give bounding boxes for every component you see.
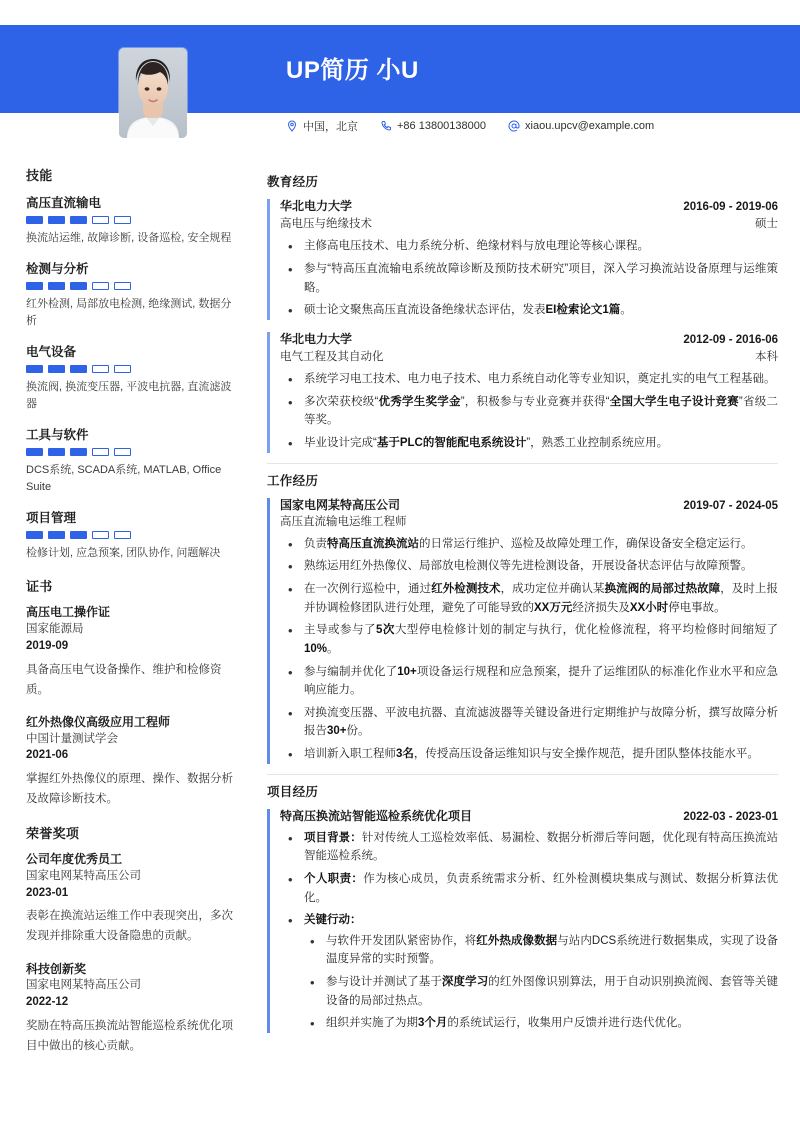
- work-entry: [267, 496, 778, 764]
- education-bullet: • 主修高电压技术、电力系统分析、绝缘材料与放电理论等核心课程。: [280, 237, 778, 256]
- contact-email-text: xiaou.upcv@example.com: [525, 120, 655, 132]
- skill-level-segment: [26, 282, 43, 290]
- award-item-name: 公司年度优秀员工: [26, 852, 123, 867]
- contact-location-text: 中国，北京: [303, 121, 358, 133]
- work-section: [267, 463, 778, 764]
- skill-name: 检测与分析: [26, 262, 89, 277]
- skill-level-segment: [48, 531, 65, 539]
- skills-section-title: 技能: [26, 168, 53, 183]
- skills-section: [26, 165, 236, 562]
- page-title: UP简历 小U: [286, 57, 419, 84]
- work-role: 高压直流输电运维工程师: [280, 515, 407, 528]
- award-item-name: 科技创新奖: [26, 961, 87, 976]
- skill-name: 工具与软件: [26, 428, 89, 443]
- skill-description: 检修计划, 应急预案, 团队协作, 问题解决: [26, 547, 221, 560]
- work-bullet: • 参与编制并优化了10+项设备运行规程和应急预案，提升了运维团队的标准化作业水平和应急响应能力。: [280, 663, 778, 700]
- avatar: [119, 48, 187, 138]
- education-bullet: • 参与“特高压直流输电系统故障诊断及预防技术研究”项目，深入学习换流站设备原理与运维策略。: [280, 260, 778, 297]
- education-bullet: • 硕士论文聚焦高压直流设备绝缘状态评估，发表EI检索论文1篇。: [280, 301, 778, 320]
- project-entry: [267, 807, 778, 1033]
- body-columns: [0, 155, 800, 1070]
- education-date: 2016-09 - 2019-06: [683, 201, 778, 213]
- skill-level-segment: [92, 531, 109, 539]
- skill-item: [26, 508, 236, 562]
- skill-level-meter: [26, 365, 236, 373]
- work-bullet: • 培训新入职工程师3名，传授高压设备运维知识与安全操作规范，提升团队整体技能水平。: [280, 745, 778, 764]
- education-school: 华北电力大学: [280, 331, 353, 346]
- skill-level-segment: [70, 365, 87, 373]
- awards-section: [26, 823, 236, 1056]
- work-bullet: • 对换流变压器、平波电抗器、直流滤波器等关键设备进行定期维护与故障分析，撰写故障分析报告30+份。: [280, 704, 778, 741]
- project-bullets: [280, 829, 778, 1033]
- project-subbullet: • 组织并实施了为期3个月的系统试运行，收集用户反馈并进行迭代优化。: [304, 1014, 778, 1033]
- skill-level-segment: [48, 448, 65, 456]
- skill-level-segment: [48, 216, 65, 224]
- skill-level-segment: [70, 448, 87, 456]
- skill-item: [26, 259, 236, 330]
- education-degree: 本科: [755, 350, 778, 363]
- cert-item-name: 高压电工操作证: [26, 605, 111, 620]
- skill-level-segment: [70, 216, 87, 224]
- contact-location: [286, 118, 358, 134]
- project-section-title: 项目经历: [267, 774, 778, 800]
- skill-level-segment: [70, 531, 87, 539]
- skill-level-meter: [26, 282, 236, 290]
- skill-level-segment: [26, 448, 43, 456]
- cert-item-name: 红外热像仪高级应用工程师: [26, 714, 171, 729]
- education-entry: [267, 330, 778, 453]
- skill-level-segment: [48, 365, 65, 373]
- skill-item: [26, 342, 236, 413]
- skill-level-segment: [48, 282, 65, 290]
- sidebar: [0, 155, 262, 1070]
- contact-email: [508, 120, 654, 132]
- skill-description: 红外检测, 局部放电检测, 绝缘测试, 数据分析: [26, 298, 232, 328]
- education-bullet: • 多次荣获校级“优秀学生奖学金”，积极参与专业竞赛并获得“全国大学生电子设计竞赛”省级二等奖。: [280, 393, 778, 430]
- education-major: 高电压与绝缘技术: [280, 218, 372, 230]
- education-bullets: [280, 237, 778, 320]
- award-item: [26, 961, 236, 1056]
- skill-level-segment: [114, 448, 131, 456]
- location-pin-icon: [286, 120, 298, 132]
- project-bullet: • 个人职责：作为核心成员，负责系统需求分析、红外检测模块集成与测试、数据分析算法优化。: [280, 870, 778, 907]
- contact-phone-text: +86 13800138000: [397, 120, 487, 132]
- skill-item: [26, 193, 236, 247]
- education-degree: 硕士: [755, 218, 778, 230]
- education-major: 电气工程及其自动化: [280, 350, 384, 363]
- cert-item-date: 2019-09: [26, 639, 69, 652]
- work-date: 2019-07 - 2024-05: [683, 499, 778, 512]
- education-date: 2012-09 - 2016-06: [683, 333, 778, 346]
- skill-name: 高压直流输电: [26, 196, 102, 210]
- skill-level-meter: [26, 448, 236, 456]
- skill-name: 项目管理: [26, 511, 77, 526]
- awards-section-title: 荣誉奖项: [26, 826, 80, 842]
- skills-list: [26, 193, 236, 562]
- skill-description: 换流阀, 换流变压器, 平波电抗器, 直流滤波器: [26, 381, 232, 411]
- cert-item-description: 掌握红外热像仪的原理、操作、数据分析及故障诊断技术。: [26, 772, 233, 806]
- award-item-description: 奖励在特高压换流站智能巡检系统优化项目中做出的核心贡献。: [26, 1019, 233, 1052]
- skill-level-segment: [26, 531, 43, 539]
- contact-phone: [380, 120, 486, 132]
- phone-icon: [380, 120, 392, 132]
- education-bullets: [280, 370, 778, 453]
- work-bullet: • 在一次例行巡检中，通过红外检测技术，成功定位并确认某换流阀的局部过热故障，及时上报并协调检修团队进行处理，避免了可能导致的XX万元经济损失及XX小时停电事故。: [280, 580, 778, 617]
- project-bullet: • 项目背景：针对传统人工巡检效率低、易漏检、数据分析滞后等问题，优化现有特高压换流站智能巡检系统。: [280, 829, 778, 866]
- main-column: [262, 155, 800, 1070]
- skill-name: 电气设备: [26, 345, 77, 360]
- education-bullet: • 系统学习电工技术、电力电子技术、电力系统自动化等专业知识，奠定扎实的电气工程基础。: [280, 370, 778, 389]
- project-bullet-label: 关键行动：: [304, 914, 362, 927]
- project-list: [267, 807, 778, 1033]
- project-subbullet: • 参与设计并测试了基于深度学习的红外图像识别算法，用于自动识别换流阀、套管等关键设备的局部过热点。: [304, 973, 778, 1010]
- cert-item-description: 具备高压电气设备操作、维护和检修资质。: [26, 663, 222, 696]
- award-item-org: 国家电网某特高压公司: [26, 979, 141, 992]
- skill-item: [26, 425, 236, 496]
- skill-description: DCS系统, SCADA系统, MATLAB, Office Suite: [26, 464, 222, 494]
- awards-list: [26, 851, 236, 1056]
- skill-level-meter: [26, 216, 236, 224]
- work-bullet: • 主导或参与了5次大型停电检修计划的制定与执行，优化检修流程，将平均检修时间缩短了10%。: [280, 621, 778, 658]
- education-bullet: • 毕业设计完成“基于PLC的智能配电系统设计”，熟悉工业控制系统应用。: [280, 434, 778, 453]
- certs-section: [26, 576, 236, 809]
- education-section-title: 教育经历: [267, 175, 319, 189]
- certs-section-title: 证书: [26, 579, 53, 595]
- project-bullet-label: 个人职责：: [304, 872, 364, 885]
- cert-item-date: 2021-06: [26, 749, 69, 762]
- work-bullet: • 负责特高压直流换流站的日常运行维护、巡检及故障处理工作，确保设备安全稳定运行。: [280, 535, 778, 554]
- award-item-date: 2023-01: [26, 886, 69, 899]
- project-section: [267, 774, 778, 1033]
- email-at-icon: [508, 120, 520, 132]
- project-bullet-label: 项目背景：: [304, 831, 362, 844]
- award-item-date: 2022-12: [26, 996, 69, 1009]
- work-bullets: [280, 535, 778, 764]
- award-item: [26, 851, 236, 946]
- skill-level-segment: [114, 365, 131, 373]
- skill-level-segment: [26, 216, 43, 224]
- contact-row: [286, 118, 654, 134]
- skill-level-segment: [70, 282, 87, 290]
- cert-item: [26, 604, 236, 699]
- skill-level-segment: [92, 365, 109, 373]
- education-list: [267, 197, 778, 453]
- project-subbullet: • 与软件开发团队紧密协作，将红外热成像数据与站内DCS系统进行数据集成，实现了设备温度异常的实时预警。: [304, 932, 778, 969]
- project-name: 特高压换流站智能巡检系统优化项目: [280, 808, 473, 823]
- education-section: [267, 165, 778, 453]
- project-subbullets: [304, 932, 778, 1033]
- skill-level-meter: [26, 531, 236, 539]
- skill-level-segment: [92, 282, 109, 290]
- skill-level-segment: [114, 282, 131, 290]
- work-company: 国家电网某特高压公司: [280, 497, 401, 512]
- skill-level-segment: [114, 216, 131, 224]
- skill-level-segment: [114, 531, 131, 539]
- cert-item-org: 国家能源局: [26, 623, 84, 636]
- skill-description: 换流站运维, 故障诊断, 设备巡检, 安全规程: [26, 232, 232, 244]
- skill-level-segment: [92, 448, 109, 456]
- cert-item: [26, 714, 236, 809]
- project-date: 2022-03 - 2023-01: [683, 810, 778, 823]
- education-school: 华北电力大学: [280, 199, 353, 213]
- work-section-title: 工作经历: [267, 463, 778, 489]
- award-item-description: 表彰在换流站运维工作中表现突出，多次发现并排除重大设备隐患的贡献。: [26, 910, 233, 943]
- certs-list: [26, 604, 236, 809]
- project-bullet: [280, 911, 778, 1033]
- skill-level-segment: [92, 216, 109, 224]
- education-entry: [267, 197, 778, 320]
- work-list: [267, 496, 778, 764]
- cert-item-org: 中国计量测试学会: [26, 732, 118, 745]
- skill-level-segment: [26, 365, 43, 373]
- award-item-org: 国家电网某特高压公司: [26, 869, 141, 882]
- work-bullet: • 熟练运用红外热像仪、局部放电检测仪等先进检测设备，开展设备状态评估与故障预警。: [280, 557, 778, 576]
